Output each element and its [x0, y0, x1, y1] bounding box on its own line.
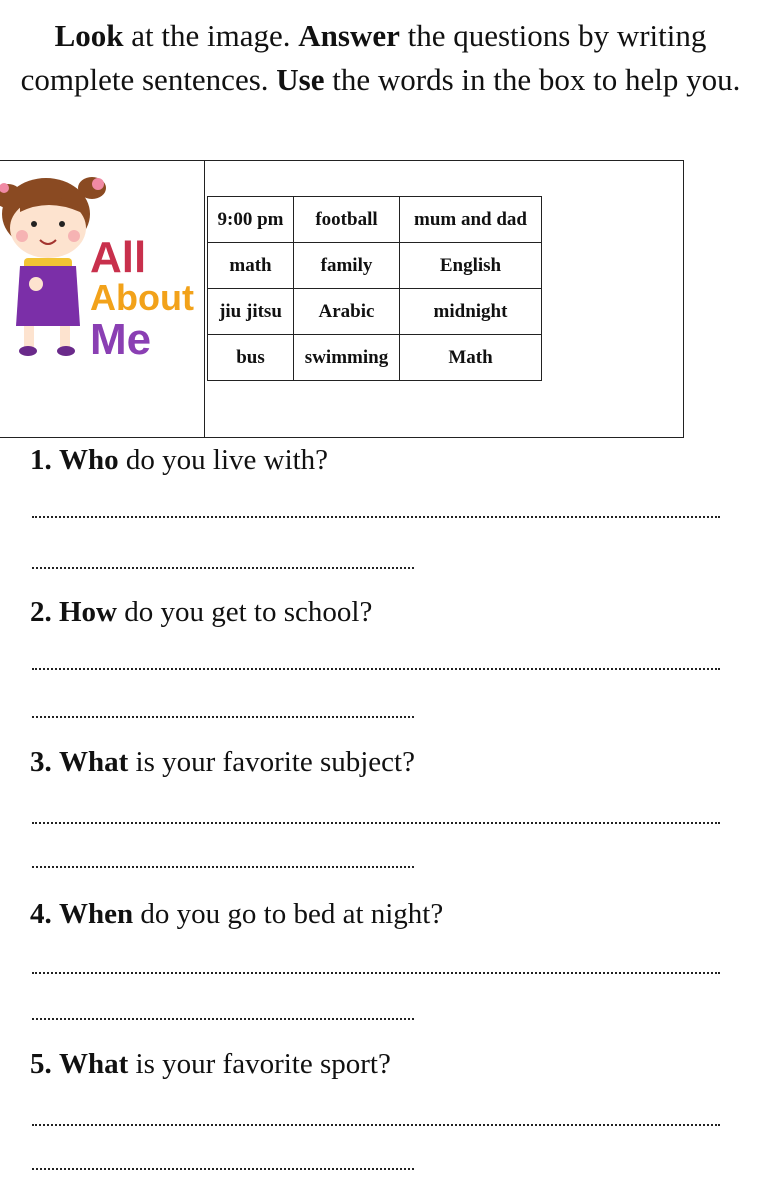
question-1: 1. Who do you live with? — [30, 444, 329, 476]
girl-dress — [16, 266, 80, 326]
word-box-row — [208, 197, 542, 243]
question-keyword: When — [59, 898, 134, 930]
word-cell: jiu jitsu — [208, 289, 294, 335]
answer-line[interactable] — [32, 1124, 720, 1128]
word-cell: swimming — [294, 335, 400, 381]
question-2: 2. How do you get to school? — [30, 596, 373, 628]
word-cell: midnight — [400, 289, 542, 335]
answer-line[interactable] — [32, 822, 720, 826]
question-4: 4. When do you go to bed at night? — [30, 898, 444, 930]
word-cell: Math — [400, 335, 542, 381]
word-cell: mum and dad — [400, 197, 542, 243]
all-about-me-illustration — [0, 166, 204, 366]
instr-keyword-use: Use — [276, 62, 325, 97]
question-keyword: What — [59, 746, 129, 778]
image-box-divider — [204, 160, 205, 438]
instr-keyword-look: Look — [54, 18, 124, 53]
word-box-table — [207, 196, 542, 381]
word-cell: football — [294, 197, 400, 243]
word-box-row — [208, 289, 542, 335]
answer-line[interactable] — [32, 516, 720, 520]
answer-line[interactable] — [32, 1168, 414, 1172]
question-5: 5. What is your favorite sport? — [30, 1048, 391, 1080]
hair-bow-icon — [92, 178, 104, 190]
question-keyword: Who — [59, 444, 119, 476]
question-keyword: How — [59, 596, 117, 628]
word-cell: Arabic — [294, 289, 400, 335]
answer-line[interactable] — [32, 866, 414, 870]
word-cell: 9:00 pm — [208, 197, 294, 243]
answer-line[interactable] — [32, 668, 720, 672]
word-cell: math — [208, 243, 294, 289]
girl-eye-right — [59, 221, 65, 227]
answer-line[interactable] — [32, 1018, 414, 1022]
word-cell: family — [294, 243, 400, 289]
logo-word-about: About — [90, 277, 194, 318]
answer-line[interactable] — [32, 567, 414, 571]
word-cell: bus — [208, 335, 294, 381]
question-keyword: What — [59, 1048, 129, 1080]
question-3: 3. What is your favorite subject? — [30, 746, 415, 778]
girl-eye-left — [31, 221, 37, 227]
word-cell: English — [400, 243, 542, 289]
instructions: Look at the image. Answer the questions by writing complete sentences. Use the words in the box to help you. — [20, 18, 741, 97]
logo-word-me: Me — [90, 315, 152, 364]
instr-keyword-answer: Answer — [298, 18, 400, 53]
word-box-row — [208, 243, 542, 289]
answer-line[interactable] — [32, 972, 720, 976]
word-box-row — [208, 335, 542, 381]
answer-line[interactable] — [32, 716, 414, 720]
logo-word-all: All — [90, 233, 147, 282]
